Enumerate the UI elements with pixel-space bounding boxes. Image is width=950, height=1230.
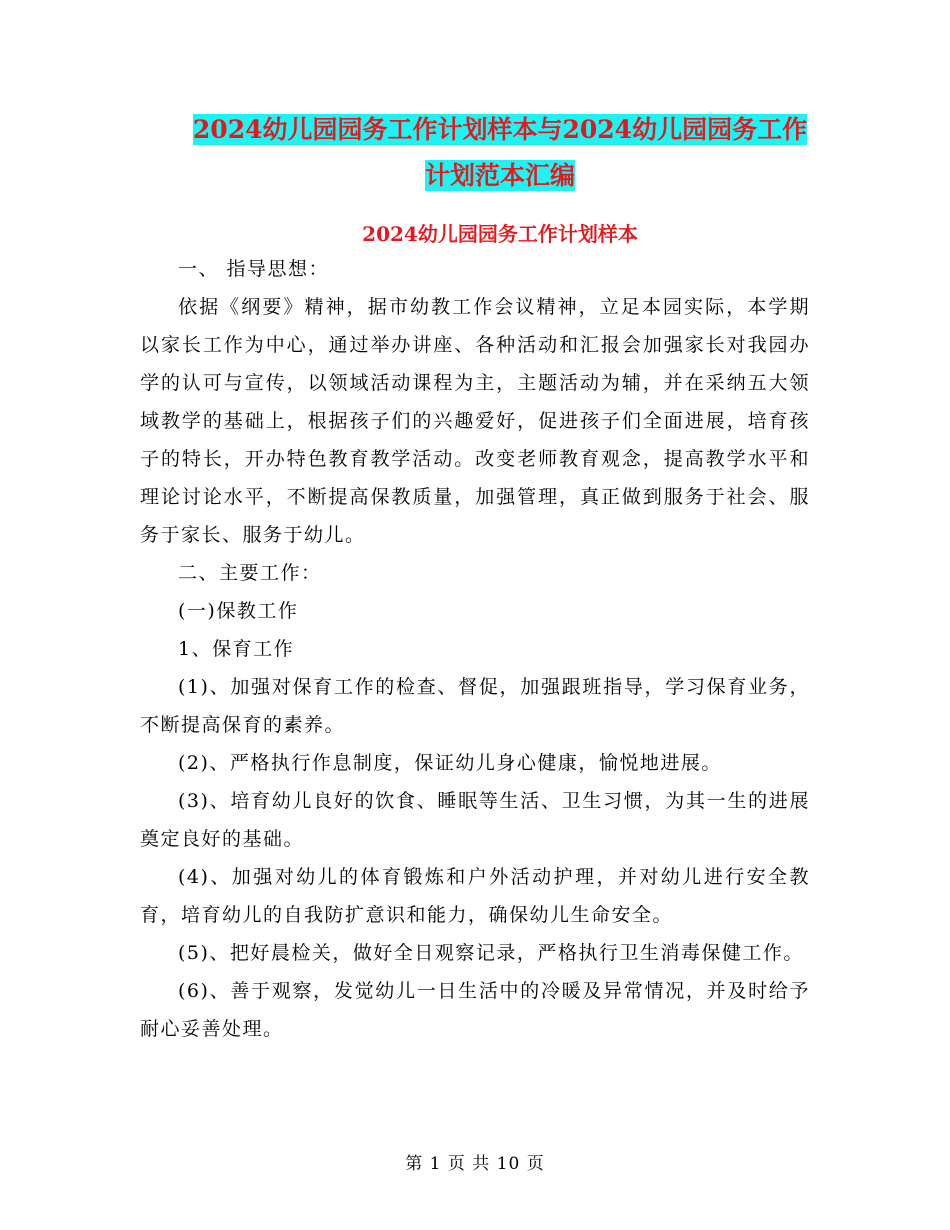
title-highlight: 2024幼儿园园务工作计划样本与2024幼儿园园务工作 — [192, 115, 808, 144]
section-title: 2024幼儿园园务工作计划样本 — [362, 222, 638, 246]
paragraph: 1、保育工作 — [178, 638, 295, 660]
page-number-footer: 第 1 页 共 10 页 — [405, 1154, 545, 1174]
paragraph: 依据《纲要》精神，据市幼教工作会议精神，立足本园实际，本学期以家长工作为中心，通过举办讲座、各种活动和汇报会加强家长对我园办学的认可与宣传，以领域活动课程为主，主题活动为辅，并在采纳五大领域教学的基础上，根据孩子们的兴趣爱好，促进孩子们全面进展，培育孩子的特长，开办特色教育教学活动。改变老师教育观念，提高教学水平和理论讨论水平，不断提高保教质量，加强管理，真正做到服务于社会、服务于家长、服务于幼儿。 — [140, 296, 810, 546]
document-body — [140, 250, 810, 1048]
paragraph: 二、主要工作： — [178, 562, 322, 584]
paragraph: (6)、善于观察，发觉幼儿一日生活中的冷暖及异常情况，并及时给予耐心妥善处理。 — [140, 980, 810, 1040]
paragraph: (5)、把好晨检关，做好全日观察记录，严格执行卫生消毒保健工作。 — [178, 942, 804, 964]
title-highlight: 计划范本汇编 — [424, 161, 575, 190]
paragraph: (4)、加强对幼儿的体育锻炼和户外活动护理，并对幼儿进行安全教育，培育幼儿的自我防扩意识和能力，确保幼儿生命安全。 — [140, 866, 810, 926]
paragraph: (1)、加强对保育工作的检查、督促，加强跟班指导，学习保育业务，不断提高保育的素养。 — [140, 676, 810, 736]
document-title-line-1 — [140, 110, 860, 150]
paragraph: (一)保教工作 — [178, 600, 299, 622]
paragraph: (2)、严格执行作息制度，保证幼儿身心健康，愉悦地进展。 — [178, 752, 722, 774]
document-title-line-2 — [140, 156, 860, 196]
paragraph: (3)、培育幼儿良好的饮食、睡眠等生活、卫生习惯，为其一生的进展奠定良好的基础。 — [140, 790, 810, 850]
paragraph: 一、 指导思想： — [178, 258, 330, 280]
